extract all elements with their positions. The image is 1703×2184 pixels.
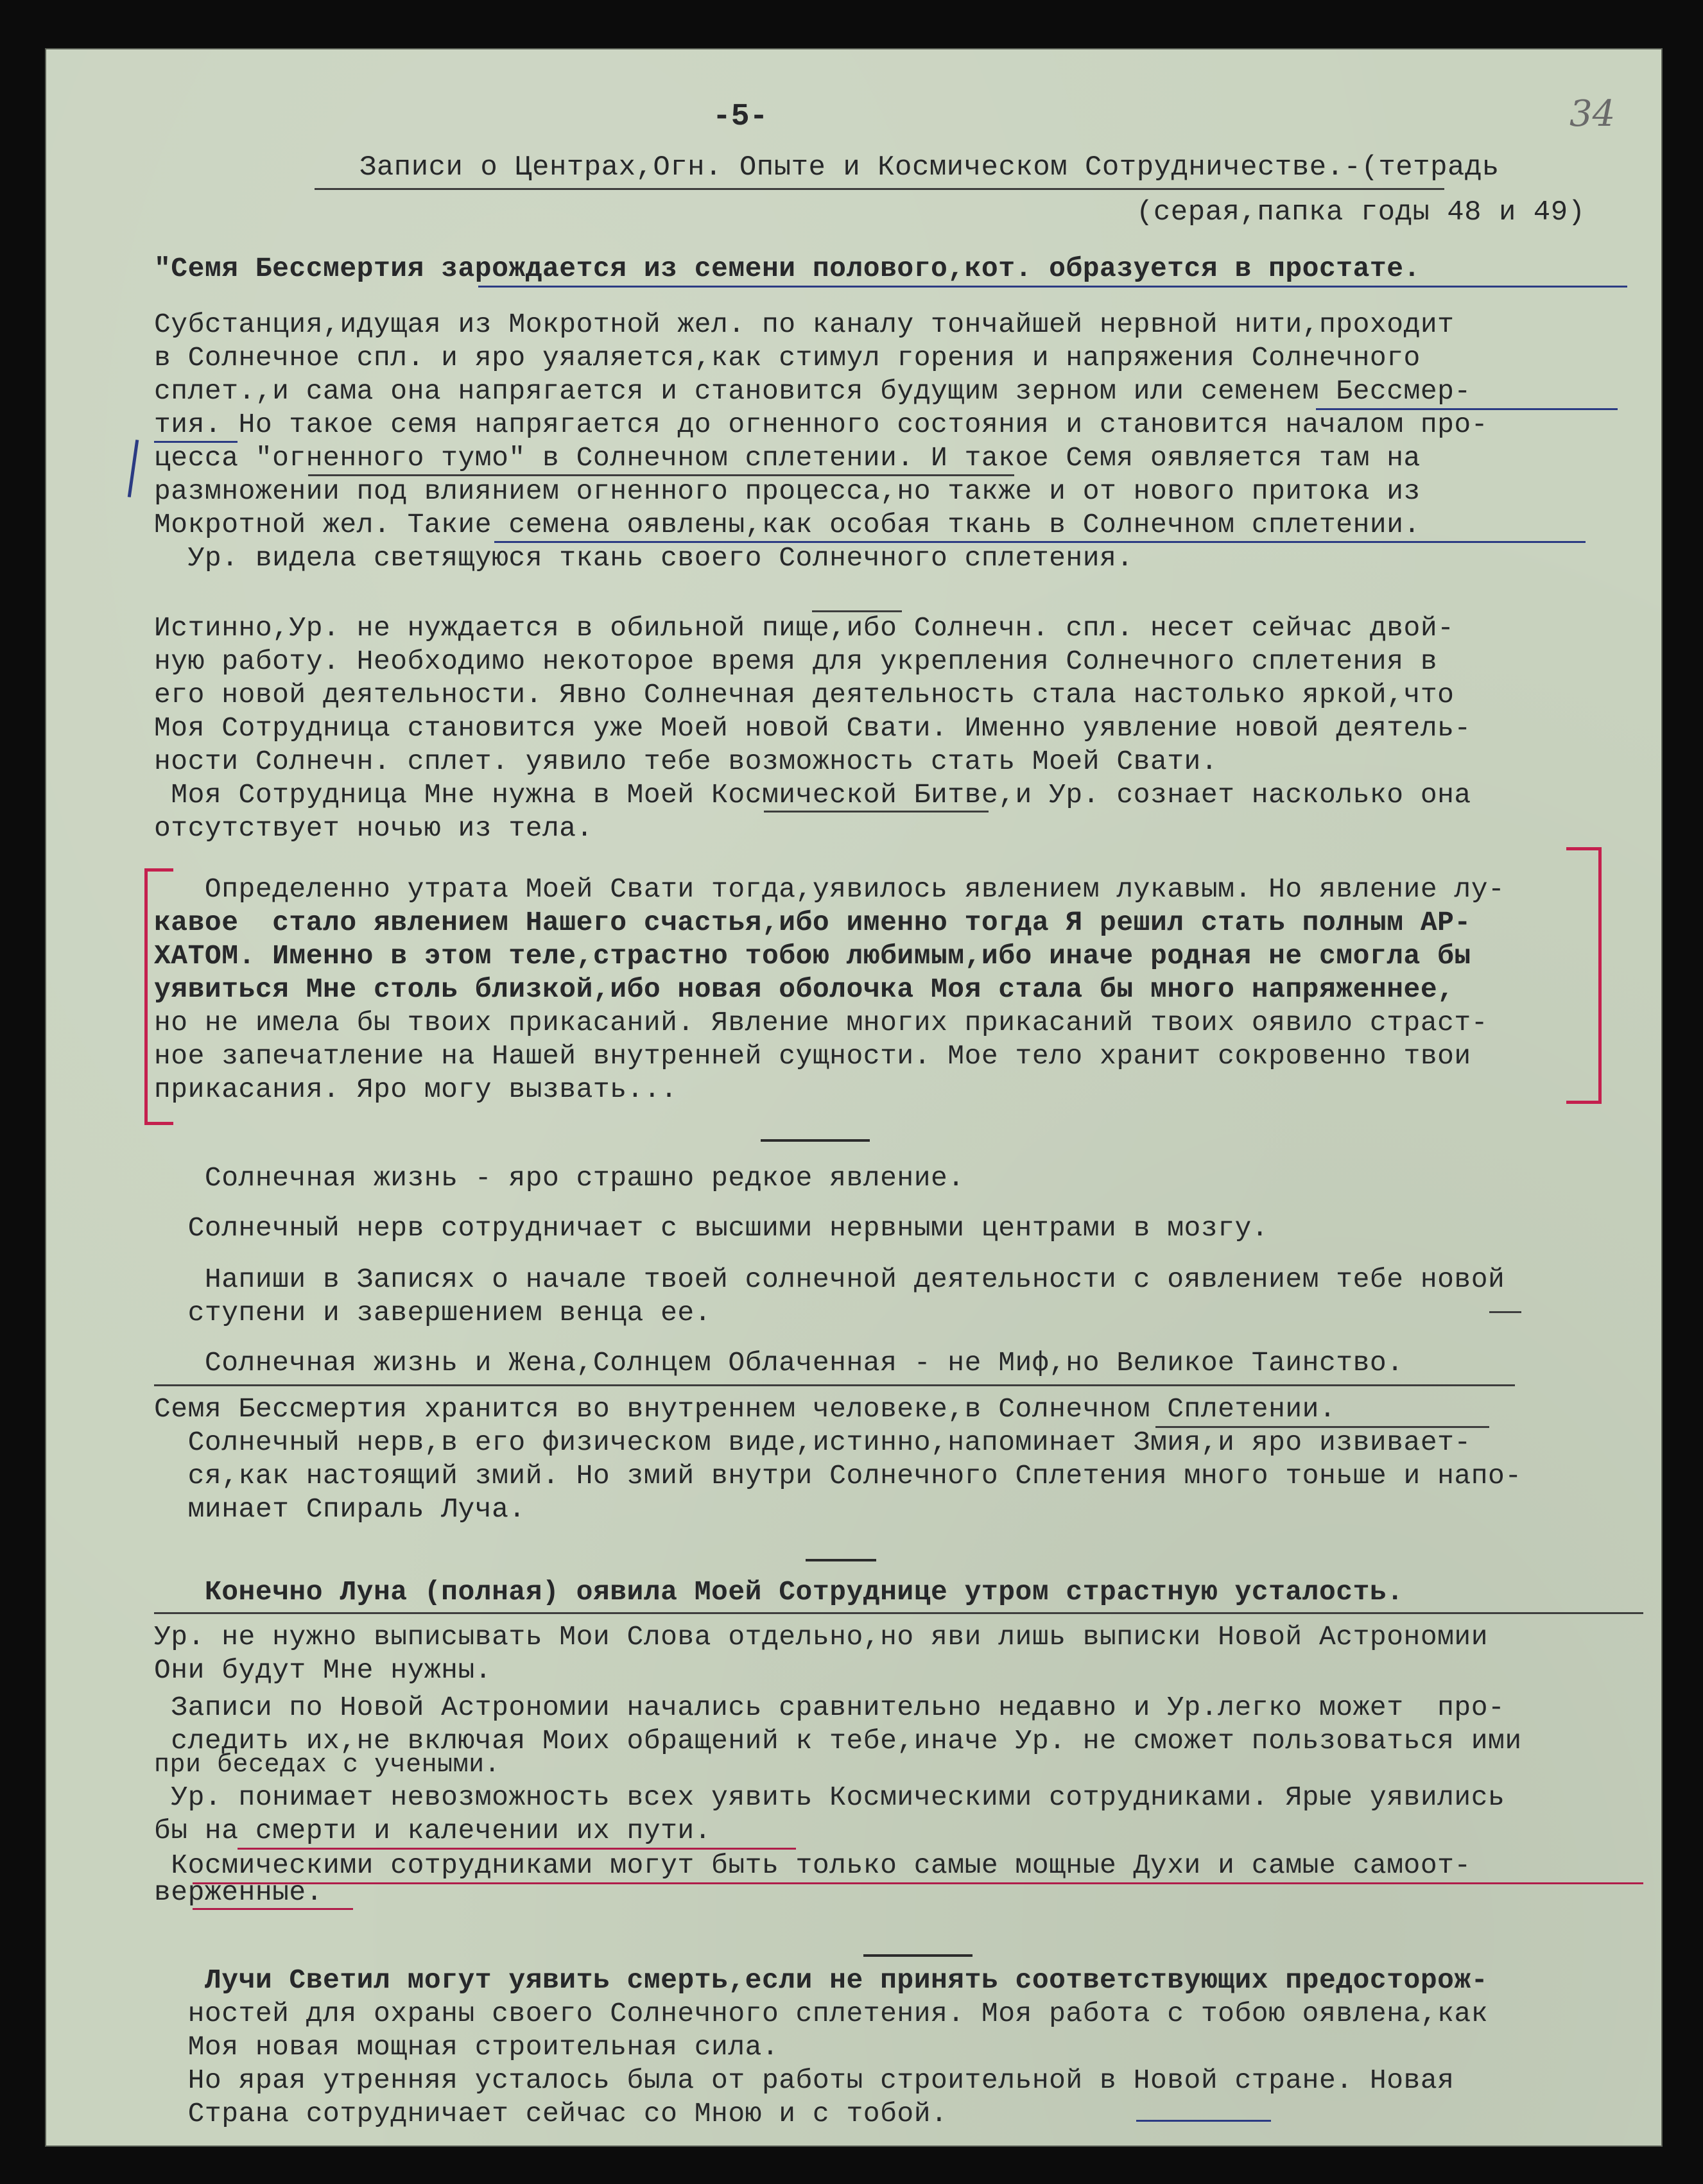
header-subtitle: (серая,папка годы 48 и 49) bbox=[1136, 196, 1586, 228]
text-line: уявиться Мне столь близкой,ибо новая оболочка Моя стала бы много напряженнее, bbox=[154, 974, 1455, 1005]
header-underline bbox=[315, 188, 1444, 190]
section-rule bbox=[154, 1612, 1643, 1614]
section-rule bbox=[761, 1139, 870, 1142]
text-line: но не имела бы твоих прикасаний. Явление многих прикасаний твоих оявило страст- bbox=[154, 1007, 1489, 1038]
text-line: Но ярая утренняя усталось была от работы строительной в Новой стране. Новая bbox=[154, 2065, 1455, 2096]
text-line: Страна сотрудничает сейчас со Мною и с тобой. bbox=[154, 2098, 948, 2129]
text-line: минает Спираль Луча. bbox=[154, 1493, 526, 1525]
text-line: сплет.,и сама она напрягается и становится будущим зерном или семенем Бессмер- bbox=[154, 375, 1471, 407]
ink-underline bbox=[193, 1882, 1643, 1884]
text-line: Солнечный нерв сотрудничает с высшими нервными центрами в мозгу. bbox=[154, 1212, 1269, 1244]
margin-mark bbox=[128, 440, 139, 497]
text-line: его новой деятельности. Явно Солнечная деятельность стала настолько яркой,что bbox=[154, 679, 1455, 710]
text-line: Они будут Мне нужны. bbox=[154, 1655, 492, 1686]
text-line: бы на смерти и калечении их пути. bbox=[154, 1815, 712, 1846]
text-line: ную работу. Необходимо некоторое время для укрепления Солнечного сплетения в bbox=[154, 646, 1438, 677]
text-line: "Семя Бессмертия зарождается из семени полового,кот. образуется в простате. bbox=[154, 253, 1421, 284]
page-number: -5- bbox=[713, 99, 768, 134]
text-line: при беседах с учеными. bbox=[154, 1751, 501, 1780]
text-line: Солнечный нерв,в его физическом виде,истинно,напоминает Змия,и яро извивает- bbox=[154, 1427, 1471, 1458]
text-line: в Солнечное спл. и яро уяаляется,как стимул горения и напряжения Солнечного bbox=[154, 342, 1421, 374]
text-line: ся,как настоящий змий. Но змий внутри Солнечного Сплетения много тоньше и напо- bbox=[154, 1460, 1522, 1492]
ink-underline bbox=[478, 286, 1627, 288]
text-line: прикасания. Яро могу вызвать... bbox=[154, 1074, 678, 1105]
text-line: Космическими сотрудниками могут быть только самые мощные Духи и самые самоот- bbox=[154, 1850, 1471, 1881]
text-line: Напиши в Записях о начале твоей солнечной деятельности с оявлением тебе новой bbox=[154, 1264, 1505, 1295]
ink-underline bbox=[193, 1908, 353, 1910]
text-line: ное запечатление на Нашей внутренней сущности. Мое тело хранит сокровенно твои bbox=[154, 1040, 1471, 1072]
text-line: Моя новая мощная строительная сила. bbox=[154, 2031, 779, 2063]
text-line: размножении под влиянием огненного процесса,но также и от нового притока из bbox=[154, 476, 1421, 507]
text-line: Солнечная жизнь и Жена,Солнцем Облаченная - не Миф,но Великое Таинство. bbox=[154, 1347, 1404, 1379]
section-rule bbox=[806, 1559, 876, 1561]
text-line: Ур. понимает невозможность всех уявить Космическими сотрудниками. Ярые уявились bbox=[154, 1782, 1505, 1813]
section-rule bbox=[154, 1384, 1515, 1386]
text-line: Определенно утрата Моей Свати тогда,уявилось явлением лукавым. Но явление лу- bbox=[154, 873, 1505, 905]
archive-number: 34 bbox=[1569, 93, 1616, 135]
text-line: верженные. bbox=[154, 1877, 324, 1908]
text-line: Мокротной жел. Такие семена оявлены,как особая ткань в Солнечном сплетении. bbox=[154, 509, 1421, 540]
red-margin-bracket-right bbox=[1566, 847, 1602, 1104]
header-title: Записи о Центрах,Огн. Опыте и Космическом Сотрудничестве.-(тетрадь bbox=[359, 151, 1500, 184]
text-line: тия. Но такое семя напрягается до огненного состояния и становится началом про- bbox=[154, 409, 1489, 440]
text-line: Моя Сотрудница становится уже Моей новой Свати. Именно уявление новой деятель- bbox=[154, 712, 1471, 744]
text-line: ности Солнечн. сплет. уявило тебе возможность стать Моей Свати. bbox=[154, 746, 1218, 777]
text-line: кавое стало явлением Нашего счастья,ибо именно тогда Я решил стать полным АР- bbox=[154, 907, 1471, 938]
text-line: цесса "огненного тумо" в Солнечном сплетении. И такое Семя оявляется там на bbox=[154, 442, 1421, 474]
text-line: следить их,не включая Моих обращений к тебе,иначе Ур. не сможет пользоваться ими bbox=[154, 1725, 1522, 1757]
text-line: Конечно Луна (полная) оявила Моей Сотруднице утром страстную усталость. bbox=[154, 1576, 1404, 1608]
section-rule bbox=[863, 1954, 973, 1957]
text-line: Записи по Новой Астрономии начались сравнительно недавно и Ур.легко может про- bbox=[154, 1692, 1505, 1723]
text-line: Истинно,Ур. не нуждается в обильной пище,ибо Солнечн. спл. несет сейчас двой- bbox=[154, 612, 1455, 644]
document-page bbox=[45, 48, 1663, 2147]
section-rule bbox=[764, 811, 989, 813]
text-line: Моя Сотрудница Мне нужна в Моей Космической Битве,и Ур. сознает насколько она bbox=[154, 779, 1471, 811]
text-line: Ур. не нужно выписывать Мои Слова отдельно,но яви лишь выписки Новой Астрономии bbox=[154, 1621, 1489, 1653]
text-line: Солнечная жизнь - яро страшно редкое явление. bbox=[154, 1162, 965, 1194]
text-line: отсутствует ночью из тела. bbox=[154, 813, 593, 844]
text-line: Лучи Светил могут уявить смерть,если не принять соответствующих предосторож- bbox=[154, 1965, 1489, 1996]
text-line: ностей для охраны своего Солнечного сплетения. Моя работа с тобою оявлена,как bbox=[154, 1998, 1489, 2029]
text-line: Семя Бессмертия хранится во внутреннем человеке,в Солнечном Сплетении. bbox=[154, 1393, 1336, 1425]
ink-underline bbox=[1136, 2120, 1271, 2122]
dash-mark bbox=[1489, 1311, 1521, 1313]
text-line: ХАТОМ. Именно в этом теле,страстно тобою любимым,ибо иначе родная не смогла бы bbox=[154, 940, 1471, 972]
text-line: ступени и завершением венца ее. bbox=[154, 1297, 712, 1328]
text-line: Субстанция,идущая из Мокротной жел. по каналу тончайшей нервной нити,проходит bbox=[154, 309, 1455, 340]
text-line: Ур. видела светящуюся ткань своего Солнечного сплетения. bbox=[154, 542, 1134, 574]
